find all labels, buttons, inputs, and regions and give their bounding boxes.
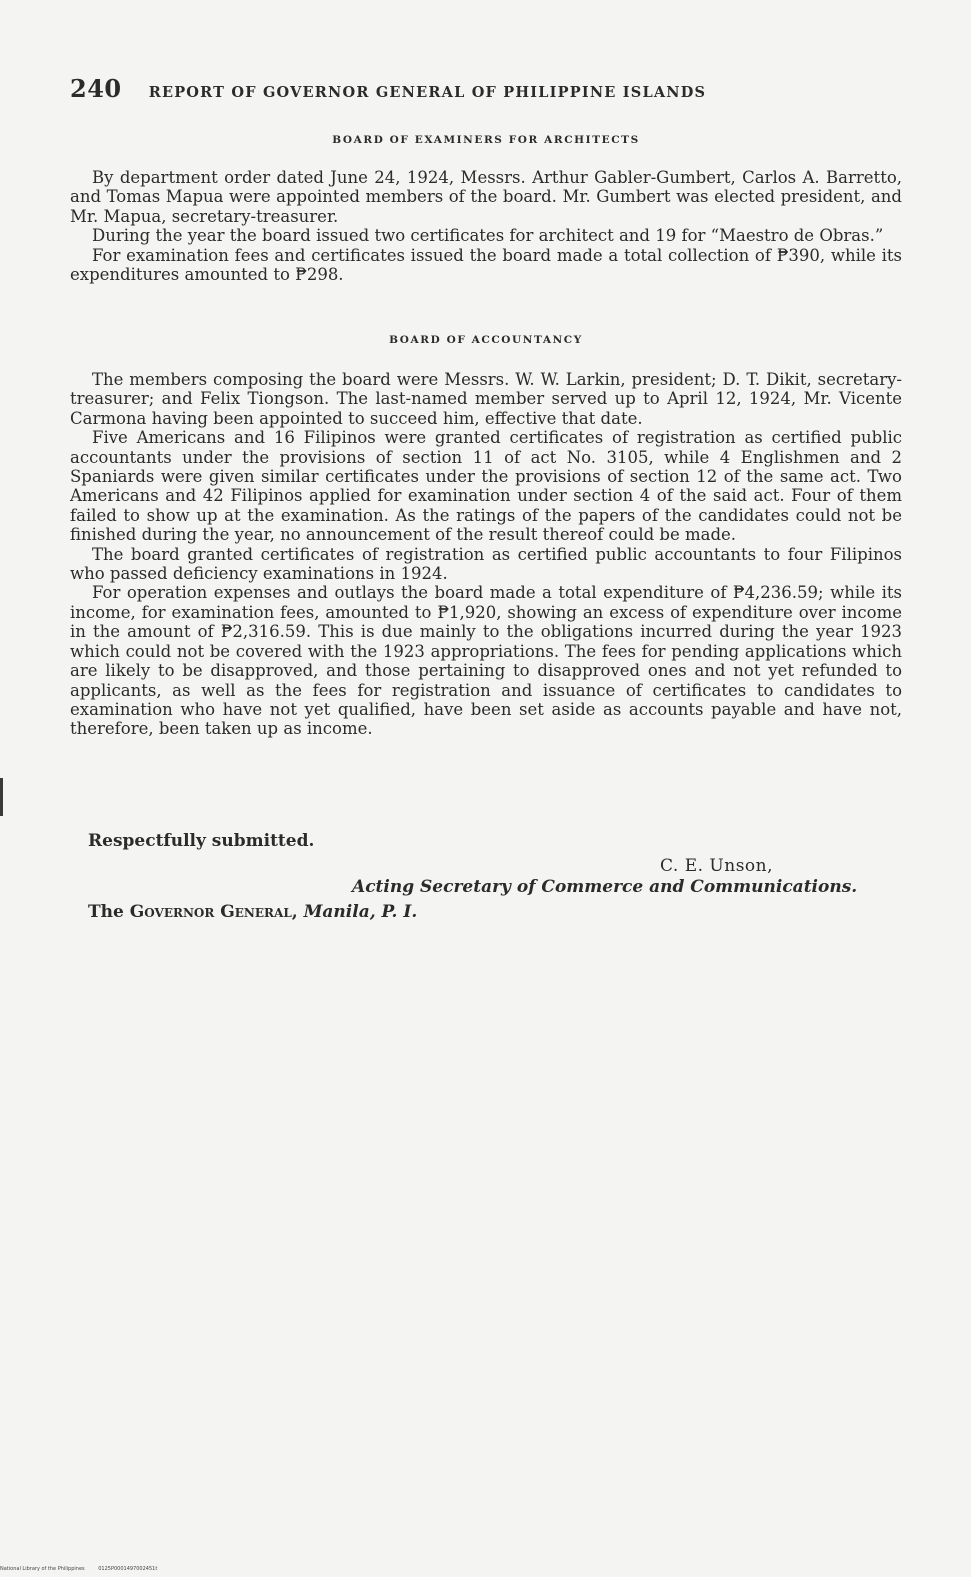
paragraph: By department order dated June 24, 1924, Messrs. Arthur Gabler-Gumbert, Carlos A. Barretto, and Tomas Mapua were appointed members of the board. Mr. Gumbert was elected president, and Mr. Mapua, secretary-treasurer. (70, 168, 902, 226)
closing-line: Respectfully submitted. (88, 831, 315, 851)
addressee-prefix: The (88, 902, 130, 922)
paragraph: The members composing the board were Messrs. W. W. Larkin, president; D. T. Dikit, secretary-treasurer; and Felix Tiongson. The last-named member served up to April 12, 1924, Mr. Vicente Carmona having been appointed to succeed him, effective that date. (70, 370, 902, 428)
paragraph: For operation expenses and outlays the board made a total expenditure of ₱4,236.59; while its income, for examination fees, amounted to ₱1,920, showing an excess of expenditure over income in the amount of ₱2,316.59. This is due mainly to the obligations incurred during the year 1923 which could not be covered with the 1923 appropriations. The fees for pending applications which are likely to be disapproved, and those pertaining to disapproved ones and not yet refunded to applicants, as well as the fees for registration and issuance of certificates to candidates to examination who have not yet qualified, have been set aside as accounts payable and have not, therefore, been taken up as income. (70, 583, 902, 739)
running-head (70, 74, 850, 103)
section-heading-accountancy: BOARD OF ACCOUNTANCY (389, 334, 583, 346)
section-body-architects (70, 168, 902, 284)
section-heading-architects: BOARD OF EXAMINERS FOR ARCHITECTS (332, 134, 640, 146)
paragraph: Five Americans and 16 Filipinos were granted certificates of registration as certified public accountants under the provisions of section 11 of act No. 3105, while 4 Englishmen and 2 Spaniards were given similar certificates under the provisions of section 12 of the same act. Two Americans and 42 Filipinos applied for examination under section 4 of the said act. Four of them failed to show up at the examination. As the ratings of the papers of the candidates could not be finished during the year, no announcement of the result thereof could be made. (70, 428, 902, 545)
addressee-office: Governor General, (129, 902, 298, 922)
addressee (88, 902, 417, 922)
page-number: 240 (70, 74, 122, 103)
footer-identifier: 0125P0001497002451t (98, 1566, 158, 1572)
addressee-place: Manila, P. I. (303, 902, 418, 922)
paragraph: The board granted certificates of registration as certified public accountants to four Filipinos who passed deficiency examinations in 1924. (70, 544, 902, 584)
signer-name: C. E. Unson, (660, 856, 774, 876)
section-body-accountancy (70, 370, 902, 739)
paragraph: For examination fees and certificates issued the board made a total collection of ₱390, while its expenditures amounted to ₱298. (70, 245, 902, 285)
running-title: REPORT OF GOVERNOR GENERAL OF PHILIPPINE ISLANDS (148, 84, 707, 101)
footer-source: National Library of the Philippines (0, 1566, 85, 1572)
paragraph: During the year the board issued two certificates for architect and 19 for “Maestro de Obras.” (92, 226, 884, 246)
scan-footer (0, 1566, 169, 1572)
scan-margin-mark (0, 778, 3, 816)
signer-title: Acting Secretary of Commerce and Communications. (352, 877, 858, 897)
